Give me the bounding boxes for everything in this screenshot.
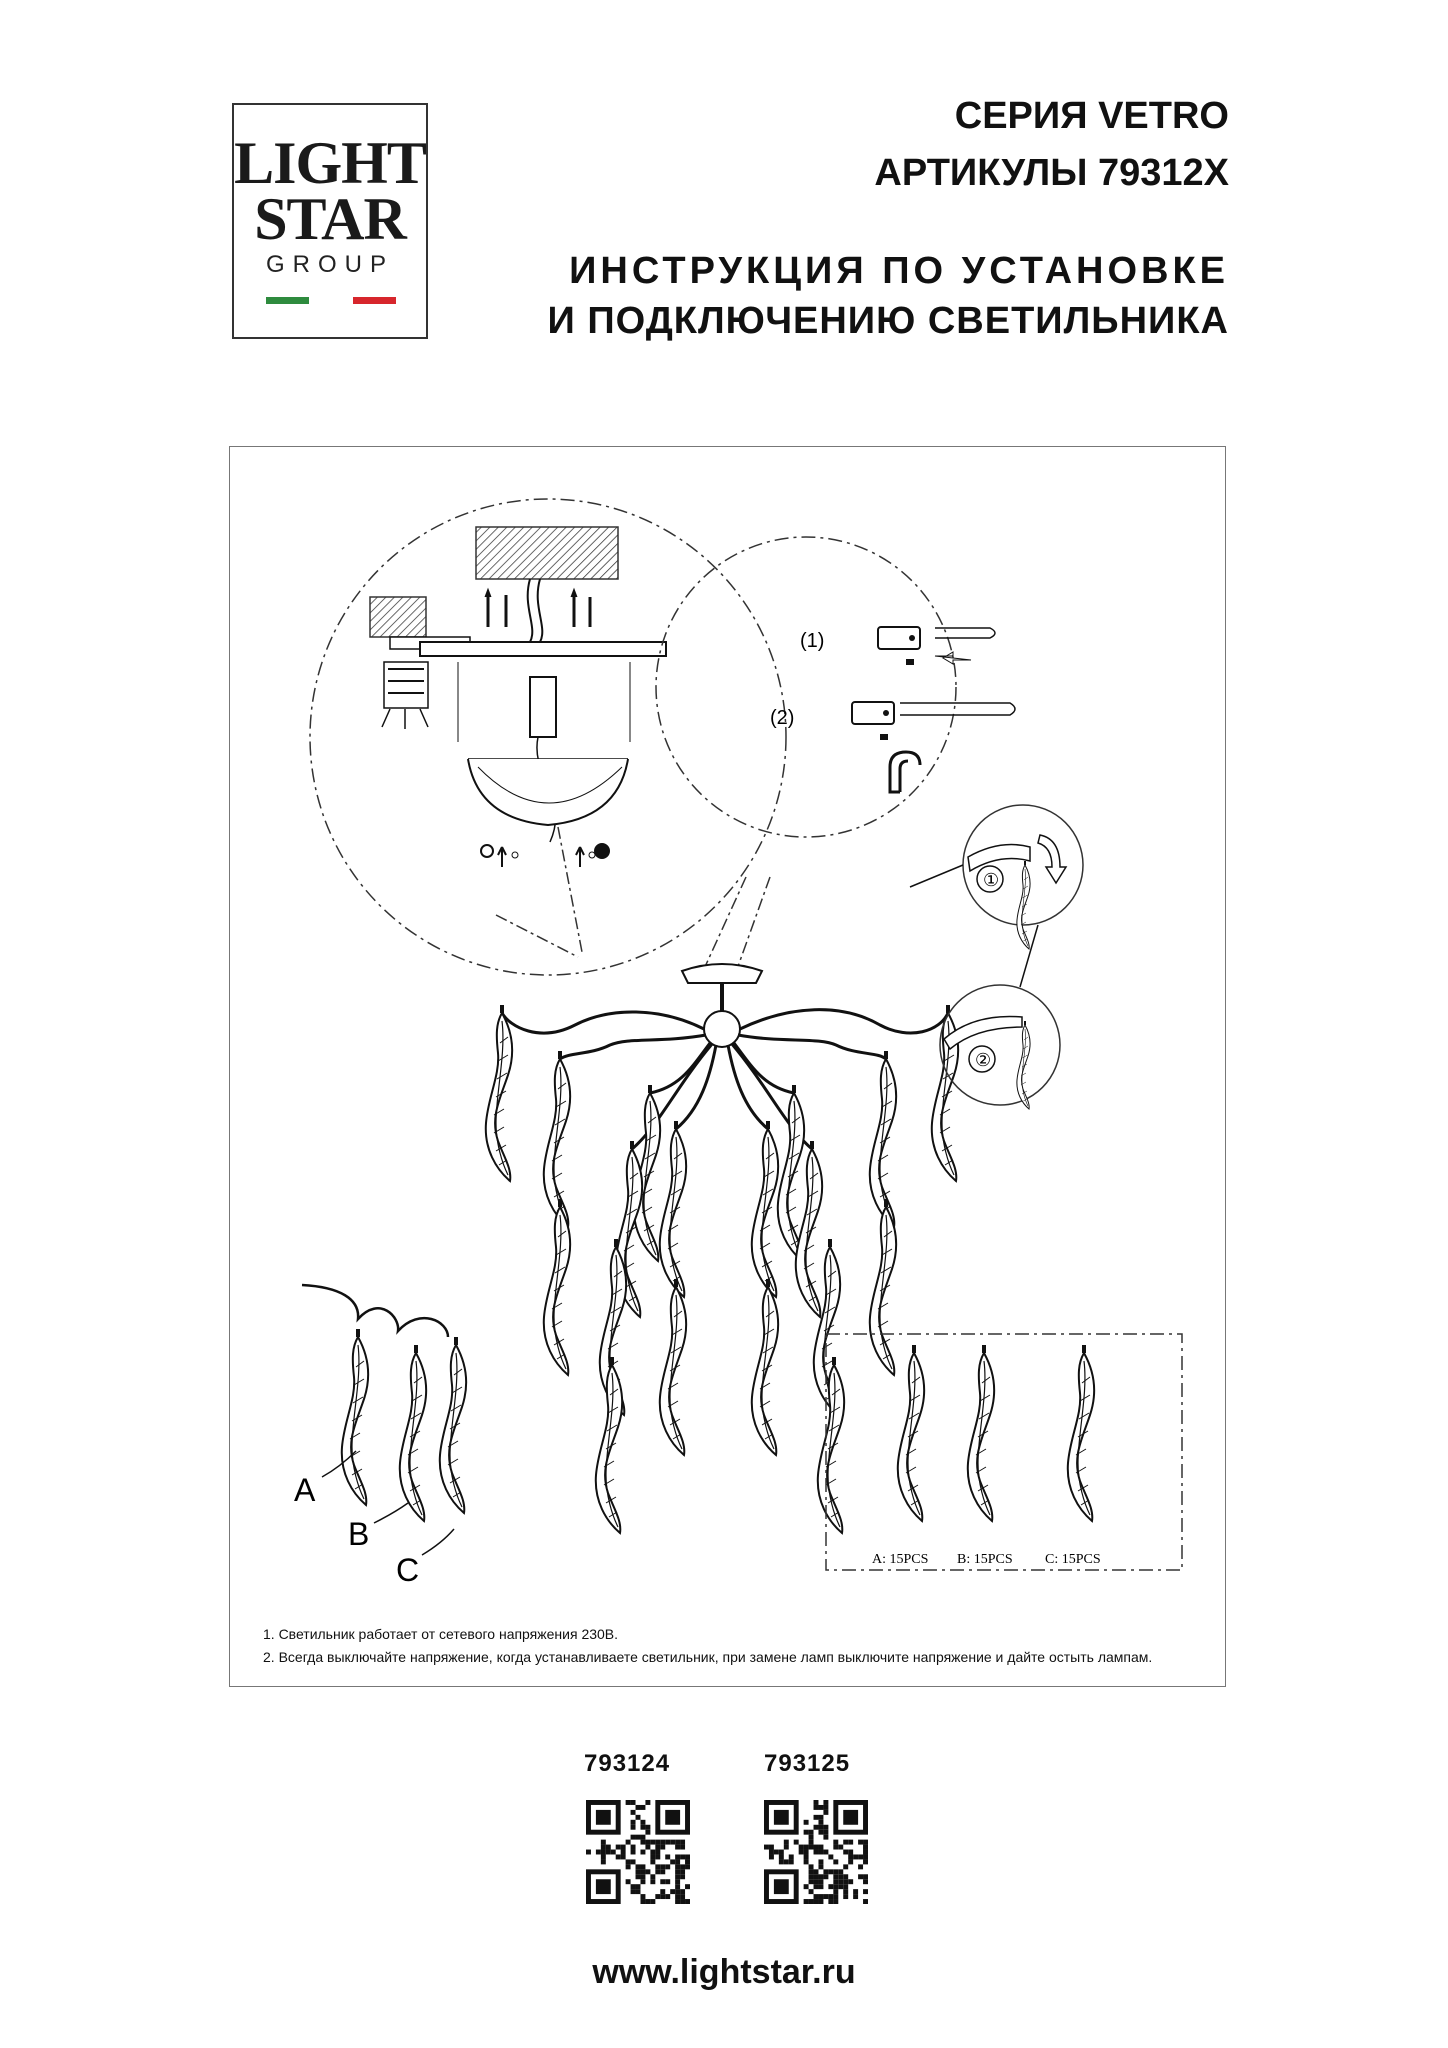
parts-a-count: A: 15PCS: [872, 1552, 929, 1567]
list-leaf-c: [1068, 1345, 1094, 1521]
website-url[interactable]: www.lightstar.ru: [592, 1953, 856, 1991]
installation-diagram-frame: [229, 446, 1226, 1687]
brand-logo: [232, 103, 428, 339]
parts-b-count: B: 15PCS: [957, 1552, 1013, 1567]
list-leaf-a: [898, 1345, 924, 1521]
circle-step1: ①: [983, 870, 1000, 891]
logo-star: STAR: [254, 186, 406, 252]
step1-label: (1): [800, 630, 825, 652]
hook-detail-bubble: [656, 537, 1015, 972]
parts-abc-illustration: [294, 1285, 466, 1588]
mount-detail-bubble: [310, 499, 786, 975]
list-leaf-b: [968, 1345, 994, 1521]
leaf-11: [544, 1199, 570, 1375]
part-c-label: C: [396, 1552, 420, 1588]
safety-note-1: 1. Светильник работает от сетевого напряжения 230В.: [263, 1626, 619, 1642]
leaf-7: [660, 1121, 686, 1297]
qr-code-1: [586, 1800, 690, 1904]
instruction-title-line1: ИНСТРУКЦИЯ ПО УСТАНОВКЕ: [569, 250, 1229, 292]
leaf-4: [870, 1051, 896, 1227]
part-c-leaf: [440, 1337, 466, 1513]
circle-step2: ②: [975, 1050, 992, 1071]
article-code-1: 793124: [584, 1750, 671, 1777]
leaf-3: [544, 1051, 570, 1227]
part-a-label: A: [294, 1472, 316, 1508]
flag-red: [353, 297, 396, 304]
parts-list-box: [826, 1334, 1182, 1570]
mini-leaf-1: [1017, 861, 1030, 949]
leaf-1: [486, 1005, 512, 1181]
leaf-16: [752, 1279, 778, 1455]
logo-light: LIGHT: [234, 130, 426, 196]
leaf-8: [752, 1121, 778, 1297]
part-a-leaf: [342, 1329, 368, 1505]
flag-green: [266, 297, 309, 304]
qr-code-2: [764, 1800, 868, 1904]
italian-flag-stripe: [266, 297, 396, 304]
attach-detail-circles: [910, 805, 1083, 1109]
instruction-title-line2: И ПОДКЛЮЧЕНИЮ СВЕТИЛЬНИКА: [547, 300, 1229, 342]
chandelier-illustration: [486, 964, 958, 1533]
leaf-17: [596, 1357, 622, 1533]
leaf-15: [660, 1279, 686, 1455]
series-title: СЕРИЯ VETRO: [954, 95, 1229, 137]
logo-group: GROUP: [265, 251, 394, 278]
mini-leaf-2: [1017, 1021, 1030, 1109]
article-code-2: 793125: [764, 1750, 851, 1777]
installation-diagram: [230, 447, 1227, 1688]
parts-c-count: C: 15PCS: [1045, 1552, 1101, 1567]
leaf-12: [870, 1199, 896, 1375]
leaf-10: [796, 1141, 822, 1317]
article-numbers: АРТИКУЛЫ 79312X: [874, 152, 1229, 194]
part-b-label: B: [348, 1516, 370, 1552]
step2-label: (2): [770, 707, 795, 729]
safety-note-2: 2. Всегда выключайте напряжение, когда устанавливаете светильник, при замене ламп выключите напряжение и дайте остыть лампам.: [263, 1649, 1153, 1665]
part-b-leaf: [400, 1345, 426, 1521]
flag-white: [309, 297, 352, 304]
